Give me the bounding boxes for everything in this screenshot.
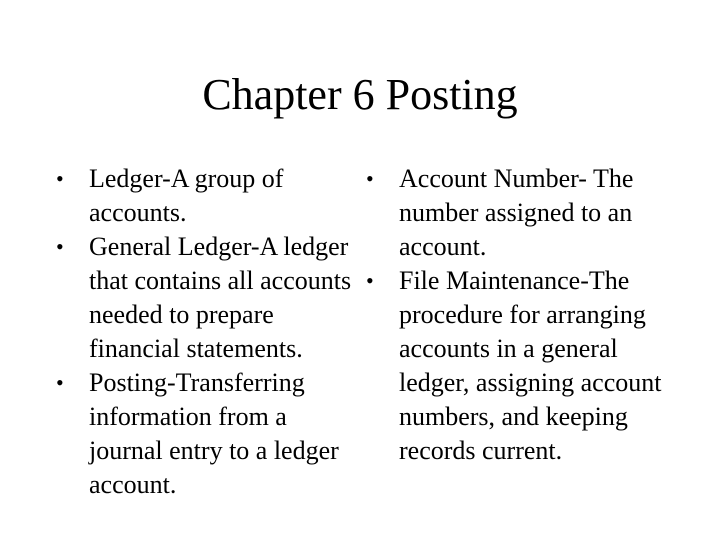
- bullet-item-ledger: [56, 162, 356, 230]
- bullet-text: File Maintenance-The procedure for arranging accounts in a general ledger, assigning account numbers, and keeping records current.: [399, 266, 662, 465]
- bullet-item-file-maintenance: [366, 264, 666, 468]
- bullet-text: Ledger-A group of accounts.: [89, 164, 284, 227]
- bullet-text: General Ledger-A ledger that contains all accounts needed to prepare financial statements.: [89, 232, 352, 363]
- right-bullet-list: [366, 162, 666, 468]
- bullet-item-posting: [56, 366, 356, 502]
- bullet-item-general-ledger: [56, 230, 356, 366]
- bullet-icon: •: [366, 268, 374, 293]
- bullet-text: Account Number- The number assigned to an account.: [399, 164, 634, 261]
- bullet-text: Posting-Transferring information from a journal entry to a ledger account.: [89, 368, 339, 499]
- bullet-icon: •: [56, 166, 64, 191]
- slide-title: Chapter 6 Posting: [202, 70, 518, 119]
- left-bullet-list: [56, 162, 356, 502]
- bullet-item-account-number: [366, 162, 666, 264]
- bullet-icon: •: [366, 166, 374, 191]
- bullet-icon: •: [56, 370, 64, 395]
- bullet-icon: •: [56, 234, 64, 259]
